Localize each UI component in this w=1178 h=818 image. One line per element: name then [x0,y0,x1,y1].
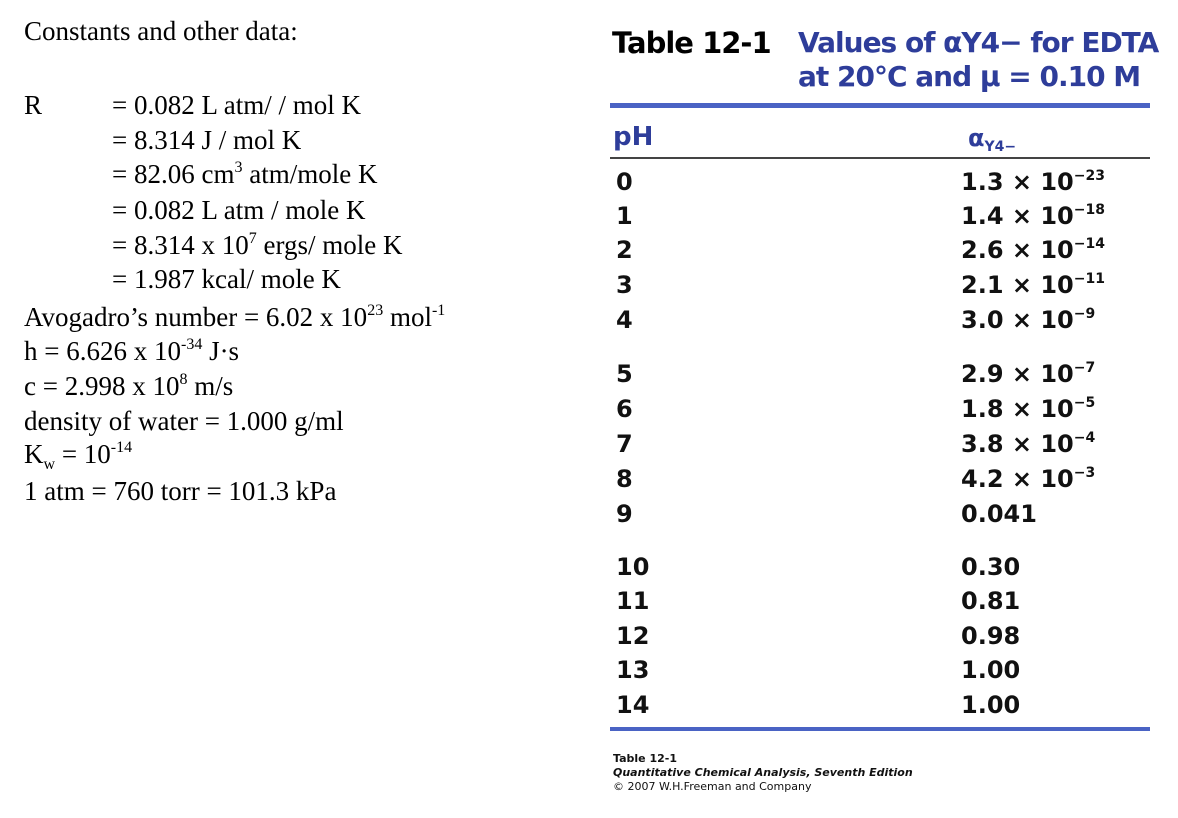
pressure-conversion: 1 atm = 760 torr = 101.3 kPa [24,476,337,506]
footer-table-label: Table 12-1 [613,752,677,765]
ph-cell: 13 [616,656,650,684]
table-row [0,553,1178,583]
table-row [0,168,1178,198]
table-caption-line-2: at 20°C and μ = 0.10 M [798,60,1141,93]
ph-cell: 9 [616,500,633,528]
table-caption-line-1: Values of αY4− for EDTA [798,26,1159,59]
alpha-cell: $1.4 \times 10^{-18}$ [961,202,1105,230]
water-density: density of water = 1.000 g/ml [24,406,344,436]
avogadro-number: Avogadro’s number = 6.02 x $10^{23}$ mol$^{-1}$ [24,302,446,332]
ph-cell: 0 [616,168,633,196]
r-value-4: = 0.082 L atm / mole K [112,195,366,225]
alpha-cell: $2.6 \times 10^{-14}$ [961,236,1105,264]
alpha-cell: 1.00 [961,656,1021,684]
table-row [0,302,1178,336]
alpha-cell: 0.041 [961,500,1037,528]
footer-copyright: © 2007 W.H.Freeman and Company [613,780,812,793]
column-header-alpha: $\alpha_{Y4-}$ [968,124,1017,155]
ph-cell: 12 [616,622,650,650]
table-row [0,622,1178,652]
ph-cell: 5 [616,360,633,388]
alpha-cell: $4.2 \times 10^{-3}$ [961,465,1096,493]
alpha-cell: 0.30 [961,553,1021,581]
ph-cell: 2 [616,236,633,264]
constants-heading: Constants and other data: [24,16,298,46]
ph-cell: 1 [616,202,633,230]
r-value-3: = 82.06 $cm^3$ atm/mole K [112,159,378,189]
r-value-6: = 1.987 kcal/ mole K [112,264,341,294]
ph-cell: 11 [616,587,650,615]
table-row [0,202,1178,232]
r-label: R [24,90,43,120]
ph-cell: 8 [616,465,633,493]
water-ionization-constant: $K_w = 10^{-14}$ [24,439,133,473]
table-row [0,691,1178,721]
table-bottom-rule [610,727,1150,731]
table-row [0,271,1178,301]
alpha-cell: 1.00 [961,691,1021,719]
alpha-cell: 0.98 [961,622,1021,650]
alpha-cell: $3.8 \times 10^{-4}$ [961,430,1096,458]
alpha-cell: $1.8 \times 10^{-5}$ [961,395,1096,423]
table-row [0,656,1178,686]
table-row [0,500,1178,530]
r-value-5: = 8.314 x $10^7$ ergs/ mole K [112,230,403,260]
footer-book-title: Quantitative Chemical Analysis, Seventh Edition [613,766,913,779]
alpha-cell: $1.3 \times 10^{-23}$ [961,168,1105,196]
ph-cell: 10 [616,553,650,581]
table-header-rule [610,157,1150,159]
table-row [0,236,1178,266]
ph-cell: 14 [616,691,650,719]
r-value-1: = 0.082 L atm/ / mol K [112,90,361,120]
column-header-ph: pH [613,122,654,152]
alpha-cell: $3.0 \times 10^{-9}$ [961,306,1096,334]
ph-cell: 3 [616,271,633,299]
r-value-2: = 8.314 J / mol K [112,125,302,155]
ph-cell: 6 [616,395,633,423]
alpha-cell: $2.1 \times 10^{-11}$ [961,271,1105,299]
table-top-rule [610,103,1150,108]
alpha-cell: $2.9 \times 10^{-7}$ [961,360,1096,388]
ph-cell: 7 [616,430,633,458]
table-row [0,395,1178,425]
table-row [0,360,1178,390]
speed-of-light: c = 2.998 x $10^8$ m/s [24,371,234,401]
planck-constant: h = 6.626 x $10^{-34}$ J·s [24,336,240,366]
alpha-cell: 0.81 [961,587,1021,615]
table-row [0,465,1178,495]
ph-cell: 4 [616,306,633,334]
table-label: Table 12-1 [612,26,771,60]
table-row [0,430,1178,460]
table-footer [613,752,913,794]
table-row [0,587,1178,617]
